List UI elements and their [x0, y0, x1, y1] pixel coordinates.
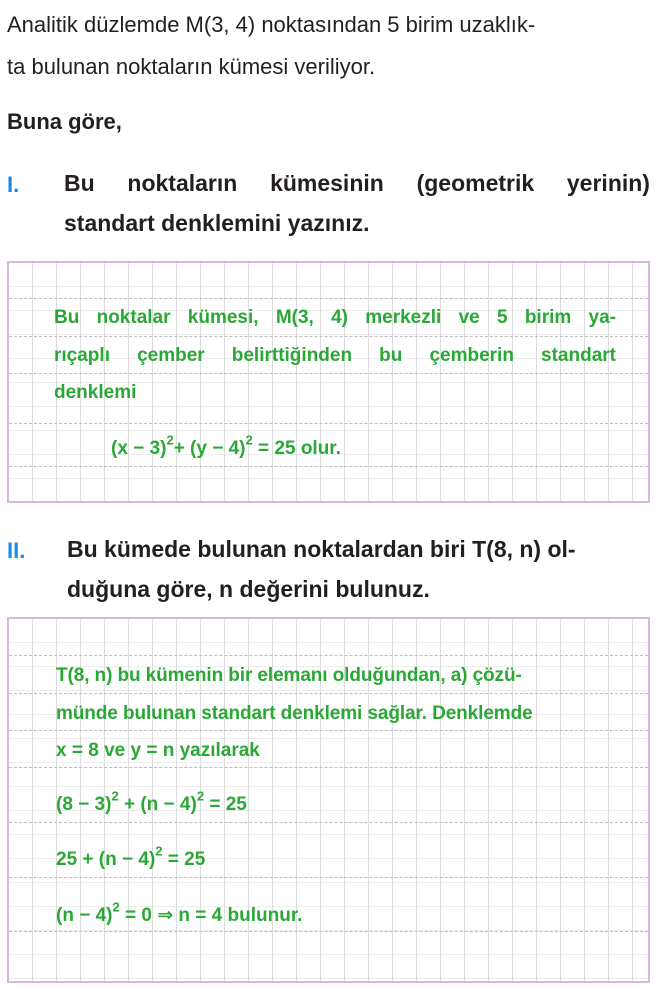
question-1-line-1	[64, 170, 650, 197]
word: kümesi,	[187, 307, 259, 328]
answer-2-line-1: T(8, n) bu kümenin bir elemanı olduğundan, a) çözü-	[56, 665, 522, 686]
word: 4)	[331, 307, 348, 328]
answer-2-line-2: münde bulunan standart denklemi sağlar. Denklemde	[56, 703, 533, 724]
answer-box-1	[7, 261, 650, 503]
question-2-line-2: duğuna göre, n değerini bulunuz.	[67, 576, 430, 602]
intro-line-3: Buna göre,	[7, 109, 122, 134]
answer-2-line-3: x = 8 ve y = n yazılarak	[56, 740, 260, 761]
word: merkezli	[365, 307, 442, 328]
intro-line-2: ta bulunan noktaların kümesi veriliyor.	[7, 54, 376, 79]
word: yerinin)	[566, 170, 650, 196]
word: (geometrik	[416, 170, 535, 196]
intro-line-1: Analitik düzlemde M(3, 4) noktasından 5 birim uzaklık-	[7, 12, 536, 37]
word: rıçaplı	[54, 345, 110, 366]
word: noktaların	[127, 170, 238, 196]
word: çemberin	[429, 345, 514, 366]
word: Bu	[54, 307, 80, 328]
word: belirttiğinden	[231, 345, 353, 366]
answer-2-equation-3: $(n - 4)^2 = 0$ ⇒ n = 4 bulunur.	[56, 899, 303, 926]
word: çember	[137, 345, 205, 366]
word: bu	[379, 345, 403, 366]
word: M(3,	[275, 307, 314, 328]
question-2-line-1: Bu kümede bulunan noktalardan biri T(8, n) ol-	[67, 536, 576, 562]
question-2-number: II.	[7, 538, 26, 563]
answer-1-equation: $(x - 3)^2+ (y - 4)^2 = 25$ olur.	[111, 432, 341, 459]
word: standart	[541, 345, 616, 366]
word: kümesinin	[270, 170, 384, 196]
answer-1-line-2	[54, 345, 616, 367]
word: 5	[496, 307, 508, 328]
answer-2-equation-2: $25 + (n - 4)^2 = 25$	[56, 843, 206, 870]
answer-box-2	[7, 617, 650, 983]
answer-1-line-1	[54, 307, 616, 329]
answer-2-equation-1: $(8 - 3)^2 + (n - 4)^2 = 25$	[56, 788, 247, 815]
word: noktalar	[96, 307, 171, 328]
word: ve	[458, 307, 480, 328]
question-1-number: I.	[7, 172, 20, 197]
word: ya-	[588, 307, 616, 328]
word: Bu	[64, 170, 95, 196]
answer-1-line-3: denklemi	[54, 382, 137, 403]
question-1-line-2: standart denklemini yazınız.	[64, 210, 370, 236]
word: birim	[524, 307, 572, 328]
